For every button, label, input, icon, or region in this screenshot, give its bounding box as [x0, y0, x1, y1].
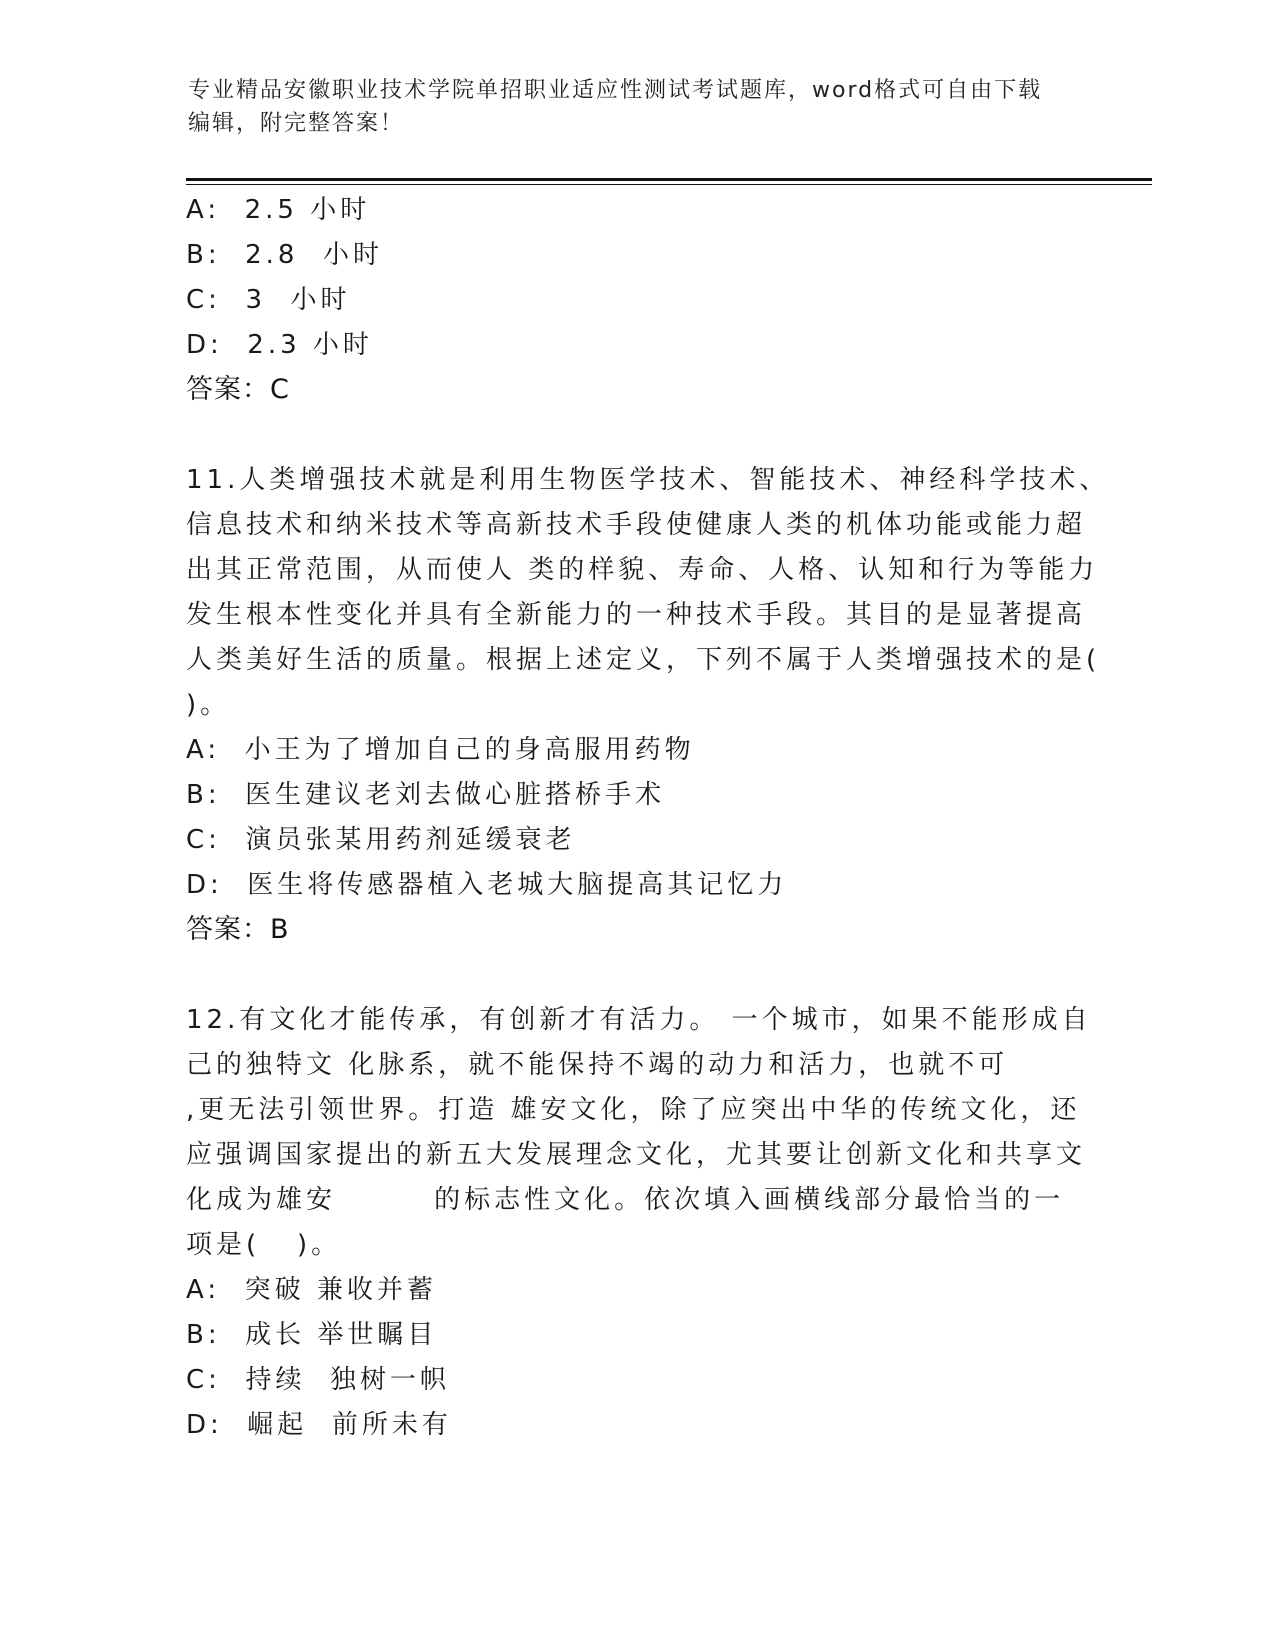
- q12-stem-line: ,更无法引领世界。打造 雄安文化，除了应突出中华的传统文化，还: [186, 1095, 1081, 1125]
- q12-option-d: D: 崛起 前所未有: [186, 1410, 452, 1440]
- q10-option-a: A: 2.5 小时: [186, 195, 371, 225]
- header-rule-thick: [186, 178, 1152, 181]
- q11-option-d: D: 医生将传感器植入老城大脑提高其记忆力: [186, 870, 788, 900]
- q12-stem-line: 应强调国家提出的新五大发展理念文化，尤其要让创新文化和共享文: [186, 1140, 1087, 1170]
- q11-stem-line: )。: [186, 690, 231, 720]
- q10-option-b: B: 2.8 小时: [186, 240, 384, 270]
- q11-stem-line: 出其正常范围，从而使人 类的样貌、寿命、人格、认知和行为等能力: [186, 555, 1099, 585]
- header-rule-thin: [186, 184, 1152, 185]
- q10-option-d: D: 2.3 小时: [186, 330, 373, 360]
- q12-option-b: B: 成长 举世瞩目: [186, 1320, 438, 1350]
- header-line-1: 专业精品安徽职业技术学院单招职业适应性测试考试题库，word格式可自由下载: [188, 78, 1043, 103]
- q12-stem-line: 化成为雄安 的标志性文化。依次填入画横线部分最恰当的一: [186, 1185, 1065, 1215]
- q11-stem-line: 人类美好生活的质量。根据上述定义，下列不属于人类增强技术的是(: [186, 645, 1101, 675]
- q10-option-c: C: 3 小时: [186, 285, 351, 315]
- q12-option-a: A: 突破 兼收并蓄: [186, 1275, 437, 1305]
- q12-stem-line: 己的独特文 化脉系，就不能保持不竭的动力和活力，也就不可: [186, 1050, 1009, 1080]
- q12-stem-line: 项是( )。: [186, 1230, 342, 1260]
- q11-stem-line: 信息技术和纳米技术等高新技术手段使健康人类的机体功能或能力超: [186, 510, 1087, 540]
- header-line-2: 编辑，附完整答案！: [188, 111, 405, 136]
- document-header: [188, 74, 1088, 140]
- q12-stem-line: 12.有文化才能传承，有创新才有活力。 一个城市，如果不能形成自: [186, 1005, 1092, 1035]
- q11-option-c: C: 演员张某用药剂延缓衰老: [186, 825, 576, 855]
- q11-answer: 答案：B: [186, 914, 290, 945]
- q11-stem-line: 发生根本性变化并具有全新能力的一种技术手段。其目的是显著提高: [186, 600, 1087, 630]
- q12-option-c: C: 持续 独树一帜: [186, 1365, 450, 1395]
- q11-option-b: B: 医生建议老刘去做心脏搭桥手术: [186, 780, 666, 810]
- q10-answer: 答案：C: [186, 374, 290, 405]
- q11-option-a: A: 小王为了增加自己的身高服用药物: [186, 735, 695, 765]
- q11-stem-line: 11.人类增强技术就是利用生物医学技术、智能技术、神经科学技术、: [186, 465, 1110, 495]
